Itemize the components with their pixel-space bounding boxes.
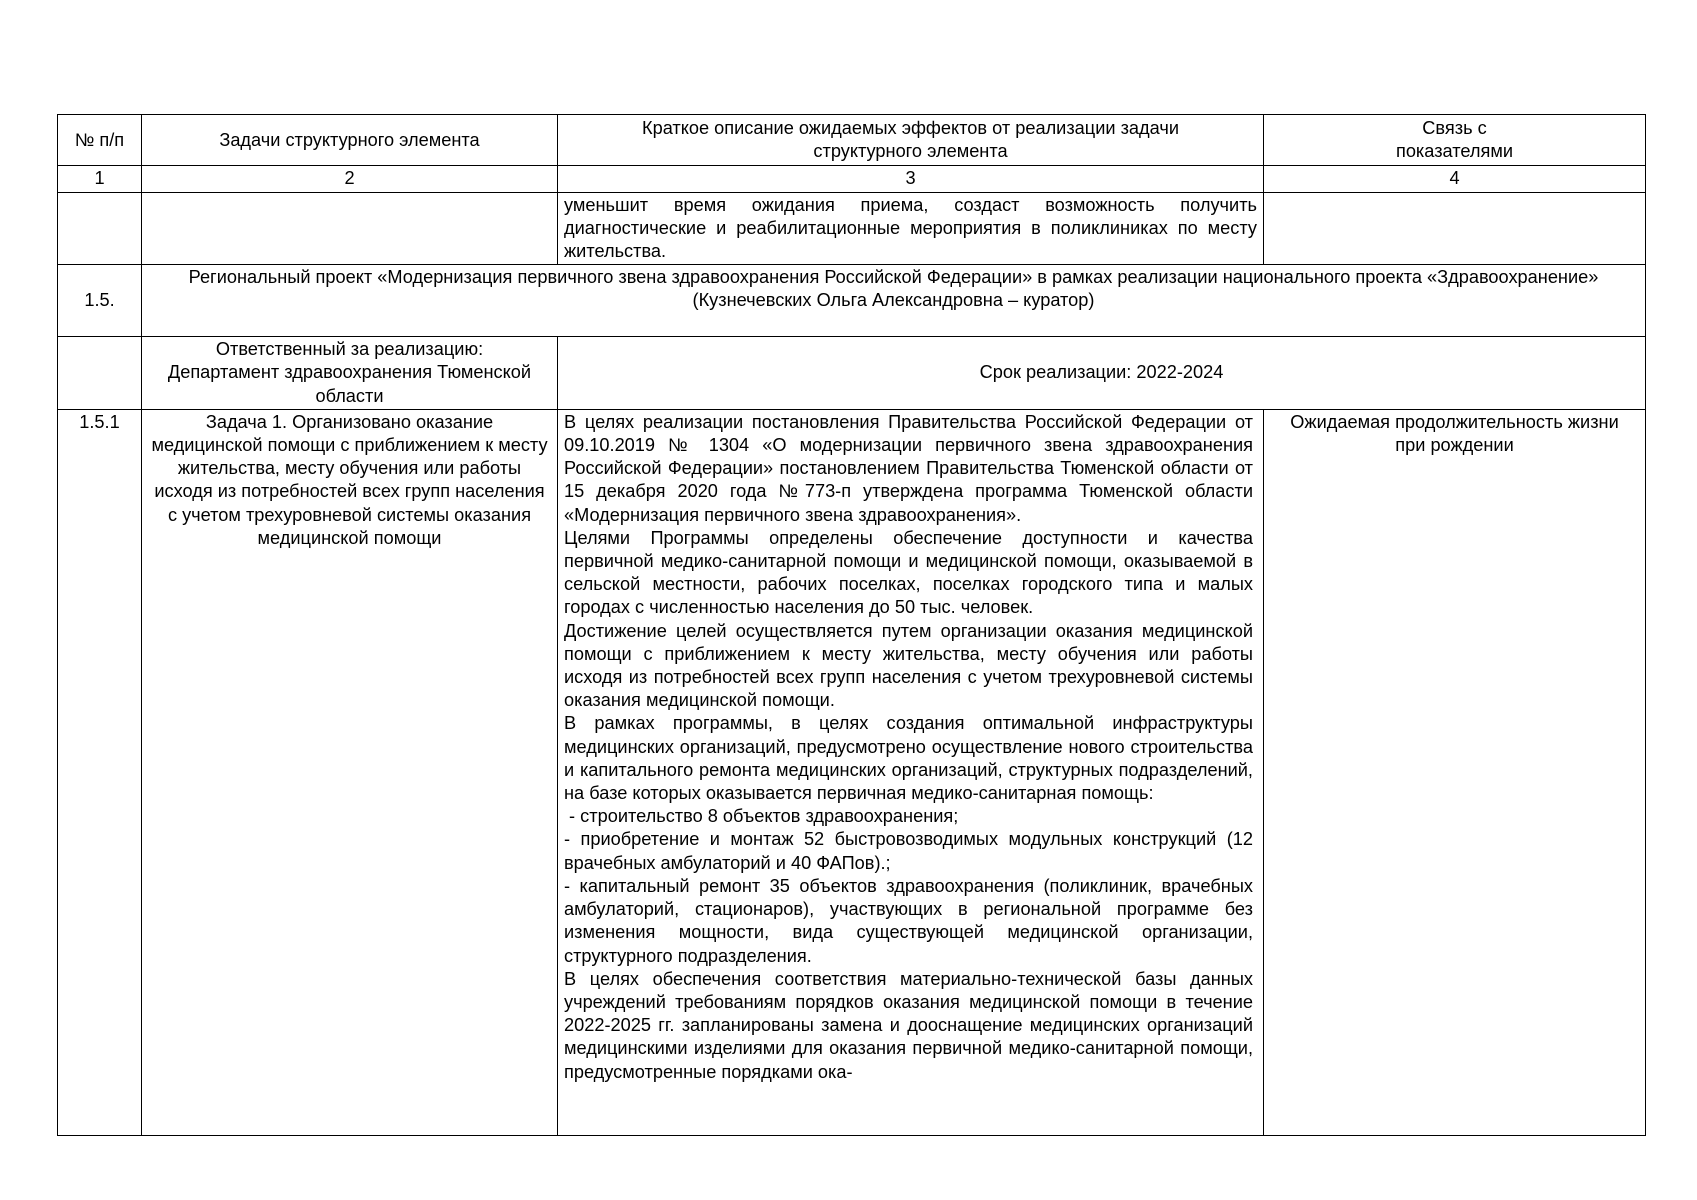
description-paragraph: Достижение целей осуществляется путем организации оказания медицинской помощи с приближением к месту жительства, месту обучения или работы исходя из потребностей всех групп населения с учетом трехуровневой системы оказания медицинской помощи. xyxy=(564,620,1253,711)
header-tasks: Задачи структурного элемента xyxy=(142,115,558,166)
column-number-3: 3 xyxy=(558,166,1264,192)
implementation-term: Срок реализации: 2022-2024 xyxy=(558,337,1646,410)
header-indicators: Связь с показателями xyxy=(1264,115,1646,166)
continuation-task-cell xyxy=(142,192,558,265)
column-number-4: 4 xyxy=(1264,166,1646,192)
column-number-1: 1 xyxy=(58,166,142,192)
project-title-cell xyxy=(142,265,1646,337)
continuation-number-cell xyxy=(58,192,142,265)
description-list-item: - приобретение и монтаж 52 быстровозводимых модульных конструкций (12 врачебных амбулаторий и 40 ФАПов).; xyxy=(564,829,1253,873)
table-header-row xyxy=(58,115,1646,166)
description-paragraph: В целях обеспечения соответствия материально-технической базы данных учреждений требованиям порядков оказания медицинской помощи в течение 2022-2025 гг. запланированы замена и дооснащение медицинских организаций медицинскими изделиями для оказания первичной медико-санитарной помощи, предусмотренные порядками ока- xyxy=(564,968,1253,1082)
project-title: Региональный проект «Модернизация первичного звена здравоохранения Российской Федерации» в рамках реализации национального проекта «Здравоохранение» xyxy=(188,267,1599,288)
header-number: № п/п xyxy=(58,115,142,166)
continuation-description: уменьшит время ожидания приема, создаст возможность получить диагностические и реабилитационные мероприятия в поликлиниках по месту жительства. xyxy=(558,192,1264,265)
task-text: Задача 1. Организовано оказание медицинской помощи с приближением к месту жительства, месту обучения или работы исходя из потребностей всех групп населения с учетом трехуровневой системы оказания медицинской помощи xyxy=(142,409,558,1135)
description-list-item: - строительство 8 объектов здравоохранения; xyxy=(564,806,959,827)
description-list-item: - капитальный ремонт 35 объектов здравоохранения (поликлиник, врачебных амбулаторий, стационаров), участвующих в региональной программе без изменения мощности, вида существующей медицинской организации, структурного подразделения. xyxy=(564,875,1253,966)
description-paragraph: В целях реализации постановления Правительства Российской Федерации от 09.10.2019 № 1304 «О модернизации первичного звена здравоохранения Российской Федерации» постановлением Правительства Тюменской области от 15 декабря 2020 года №773-п утверждена программа Тюменской области «Модернизация первичного звена здравоохранения». xyxy=(564,411,1253,525)
task-indicator: Ожидаемая продолжительность жизни при рождении xyxy=(1264,409,1646,1135)
task-row xyxy=(58,409,1646,1135)
responsible-number-cell xyxy=(58,337,142,410)
header-description: Краткое описание ожидаемых эффектов от реализации задачи структурного элемента xyxy=(558,115,1264,166)
task-number: 1.5.1 xyxy=(58,409,142,1135)
continuation-indicator-cell xyxy=(1264,192,1646,265)
task-description xyxy=(558,409,1264,1135)
project-number: 1.5. xyxy=(58,265,142,337)
document-table xyxy=(57,114,1646,1136)
responsible-row xyxy=(58,337,1646,410)
project-curator: (Кузнечевских Ольга Александровна – куратор) xyxy=(692,290,1095,311)
project-row xyxy=(58,265,1646,337)
column-numbers-row xyxy=(58,166,1646,192)
responsible-department: Ответственный за реализацию: Департамент здравоохранения Тюменской области xyxy=(142,337,558,410)
description-paragraph: Целями Программы определены обеспечение доступности и качества первичной медико-санитарной помощи и медицинской помощи, оказываемой в сельской местности, рабочих поселках, поселках городского типа и малых городах с численностью населения до 50 тыс. человек. xyxy=(564,527,1253,618)
continuation-row xyxy=(58,192,1646,265)
description-paragraph: В рамках программы, в целях создания оптимальной инфраструктуры медицинских организаций, предусмотрено осуществление нового строительства и капитального ремонта медицинских организаций, структурных подразделений, на базе которых оказывается первичная медико-санитарная помощь: xyxy=(564,713,1253,804)
column-number-2: 2 xyxy=(142,166,558,192)
